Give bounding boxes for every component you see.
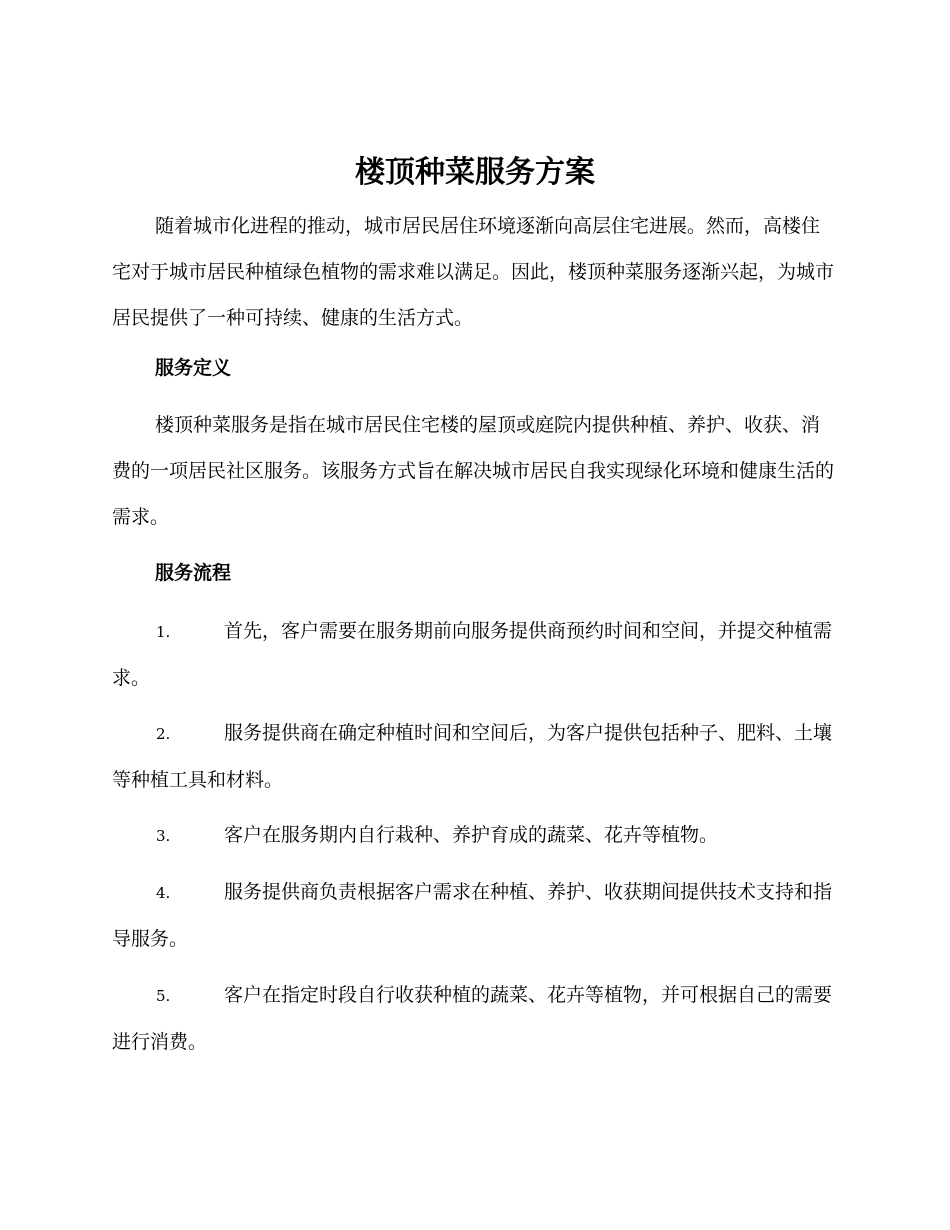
section-heading-definition: 服务定义 <box>155 357 232 379</box>
step-number: 3. <box>156 827 171 845</box>
process-step-3 <box>112 812 836 859</box>
step-text: 首先，客户需要在服务期前向服务提供商预约时间和空间，并提交种植需求。 <box>112 620 833 689</box>
step-text: 客户在指定时段自行收获种植的蔬菜、花卉等植物，并可根据自己的需要进行消费。 <box>112 984 833 1053</box>
process-step-4 <box>112 869 836 962</box>
step-number: 2. <box>156 725 171 743</box>
process-step-2 <box>112 710 836 803</box>
step-text: 服务提供商在确定种植时间和空间后，为客户提供包括种子、肥料、土壤等种植工具和材料。 <box>112 722 833 791</box>
process-step-5 <box>112 972 836 1065</box>
step-number: 1. <box>156 623 171 641</box>
step-text: 服务提供商负责根据客户需求在种植、养护、收获期间提供技术支持和指导服务。 <box>112 881 833 950</box>
step-number: 4. <box>156 884 171 902</box>
document-title: 楼顶种菜服务方案 <box>355 155 595 190</box>
section-heading-process: 服务流程 <box>155 562 232 584</box>
step-text: 客户在服务期内自行栽种、养护育成的蔬菜、花卉等植物。 <box>224 824 719 846</box>
definition-paragraph: 楼顶种菜服务是指在城市居民住宅楼的屋顶或庭院内提供种植、养护、收获、消费的一项居民社区服务。该服务方式旨在解决城市居民自我实现绿化环境和健康生活的需求。 <box>112 414 835 528</box>
process-step-1 <box>112 608 836 701</box>
intro-paragraph: 随着城市化进程的推动，城市居民居住环境逐渐向高层住宅进展。然而，高楼住宅对于城市居民种植绿色植物的需求难以满足。因此，楼顶种菜服务逐渐兴起，为城市居民提供了一种可持续、健康的生活方式。 <box>112 215 835 329</box>
step-number: 5. <box>156 987 171 1005</box>
